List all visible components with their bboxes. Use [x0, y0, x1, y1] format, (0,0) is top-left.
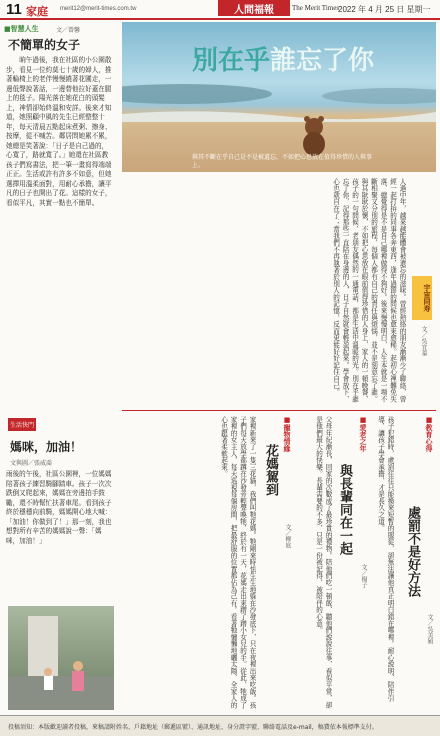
issue-date: 2022 年 4 月 25 日 星期一 [338, 5, 431, 14]
family-photo [8, 606, 114, 710]
column-icon: ■ [4, 25, 11, 33]
caring-article-title: 處罰不是好方法 [405, 506, 420, 597]
newspaper-logo: 人間福報 [218, 0, 290, 16]
left-article-title: 不簡單的女子 [8, 38, 81, 52]
section-divider [122, 410, 436, 411]
elder-article [296, 414, 370, 712]
left-article-byline: 文／曾馨 [56, 27, 81, 34]
elder-article-body: 父母年紀漸長，回家的次數成了最珍貴的禮物。陪他們吃一頓飯、聽他們說說往事，看似平常，卻是他們最大的快樂。長輩需要的不多，只是一份被記得、被陪伴的心意。 [314, 416, 332, 709]
left-bottom-title: 媽咪，加油！ [10, 440, 83, 454]
left-bottom-section [4, 418, 116, 713]
column-icon: ■ [283, 416, 291, 424]
flower-article-byline: 文／柳庭 [284, 524, 291, 548]
newspaper-logo-en: The Merit Times [292, 4, 340, 12]
section-email: merit12@merit-times.com.tw [60, 6, 137, 12]
submission-notice: 投稿須知：本版歡迎讀者投稿，來稿請附姓名、戶籍地址（郵遞區號）、通訊地址、身分證字號、聯絡電話及e-mail，稿費依本報標準支付。 [8, 724, 378, 731]
column-tag-education: ■教育心得 [425, 416, 433, 452]
main-article-byline: 文／吳宜蓁 [420, 326, 427, 356]
left-bottom-byline: 文與圖／張威喬 [10, 460, 53, 467]
column-icon: ■ [359, 416, 367, 424]
photo-caption: 與其不斷在乎自己是不是被遺忘，不如把心思放在值得珍惜的人與事上。 [192, 154, 373, 169]
left-article-body: 晌午過後，我在社區的小公園散步，看見一位約莫七十歲的婦人，推著輪椅上的老伴慢慢繞著花圃走，一邊低聲說著話，一邊替他拉好蓋在腿上的毯子。陽光落在她花白的頭髮上，神情卻始終溫和安詳。後來才知道，她照顧中風的先生已經整整十年，每天清晨五點起床煮粥、擦身、按摩，從不喊苦。鄰居問她累不累，她總是笑著說：「日子是自己過的，心寬了，路就寬了。」她還在社區教孩子們寫書法，把一筆一畫寫得端端正正。生活或許有許多不如意，但她選擇用溫柔面對，用耐心承擔，讓平凡的日子也開出了花。這樣的女子，看似平凡，其實一點也不簡單。 [6, 56, 112, 207]
section-tag-life: 生活快門 [8, 418, 36, 431]
column-tag-wisdom: ■智慧人生 [4, 25, 39, 33]
caring-article-byline: 文／吳美穎 [426, 614, 433, 644]
caring-article [372, 414, 436, 712]
photo-title: 別在乎誰忘了你 [192, 46, 375, 76]
elder-article-byline: 文／楊子 [360, 564, 367, 588]
column-tag-pet: ■寵物情緣 [283, 416, 291, 452]
page-number: 11 [6, 1, 22, 18]
family-figures [8, 606, 114, 710]
main-article [122, 176, 432, 406]
photo [122, 22, 436, 172]
left-article [4, 22, 116, 414]
main-article-body: 人過中年，越來越能體會被遺忘的滋味。曾經熱絡的朋友漸漸少了聯絡，曾經一起打拚的同事各奔東西，逢年過節的問候也愈來愈稀。起初心裡難免失落，總覺得是不是自己哪裡做得不夠好。後來慢慢明白，人生本就是一場不斷相聚又分別的旅程，每個人都有自己的責任與煩惱，並不是刻意忘了誰。與其耿耿於懷，不如把心思放在眼前值得珍惜的人身上，家人的一頓晚餐、孩子的一句問候、老朋友偶然的一通電話，都是生活中溫暖的光。別在乎誰忘了你，記得那些一直陪在身邊的人，日子自然就會輕盈起來。學會放下，心也就自在了；當我們不再執著於別人的記憶，反而更能好好記住自己。 [331, 178, 406, 403]
flower-article [122, 414, 294, 712]
column-tag-elder: ■愛老之年 [359, 416, 367, 452]
column-tag-cosmos: 宇宙同寿 [412, 276, 432, 320]
left-bottom-body: 雨後的午後，社區公園裡，一位媽媽陪著孩子練習騎腳踏車。孩子一次次跌倒又爬起來，媽媽在旁邊拍手鼓勵，還不時幫忙扶著車尾。看到孩子終於穩穩向前騎，媽媽開心地大喊：「加油！你做到了！」那一刻，我也想對所有辛苦的媽媽說一聲：「媽咪，加油！」 [6, 470, 112, 545]
caring-article-body: 孩子犯錯時，處罰往往只能換來短暫的服從，卻無法讓他真正明白錯在哪裡。耐心說明、陪伴引導，讓孩子學會承擔，才是長久之道。 [376, 416, 394, 702]
flower-article-body: 家裡新來了一隻三花貓，我們叫牠花媽。牠剛來時怯生生地躲在沙發底下，只在夜裡出來吃飯。孩子們每天放學都蹲在沙發旁輕聲喚牠，終於有一天，花媽走出來蹭了蹭小女兒的手。從此，牠成了家裡的女主人，每天巡視每個房間，把最舒服的位置都佔為己有。看著牠慵懶地曬太陽，全家人的心也跟著柔軟起來。 [219, 416, 256, 709]
page-footer [0, 715, 440, 736]
page-header [0, 0, 440, 20]
flower-article-title: 花媽駕到 [263, 444, 278, 496]
column-icon: ■ [425, 416, 433, 424]
section-name: 家庭 [26, 5, 48, 18]
elder-article-title: 與長輩同在一起 [337, 464, 352, 555]
